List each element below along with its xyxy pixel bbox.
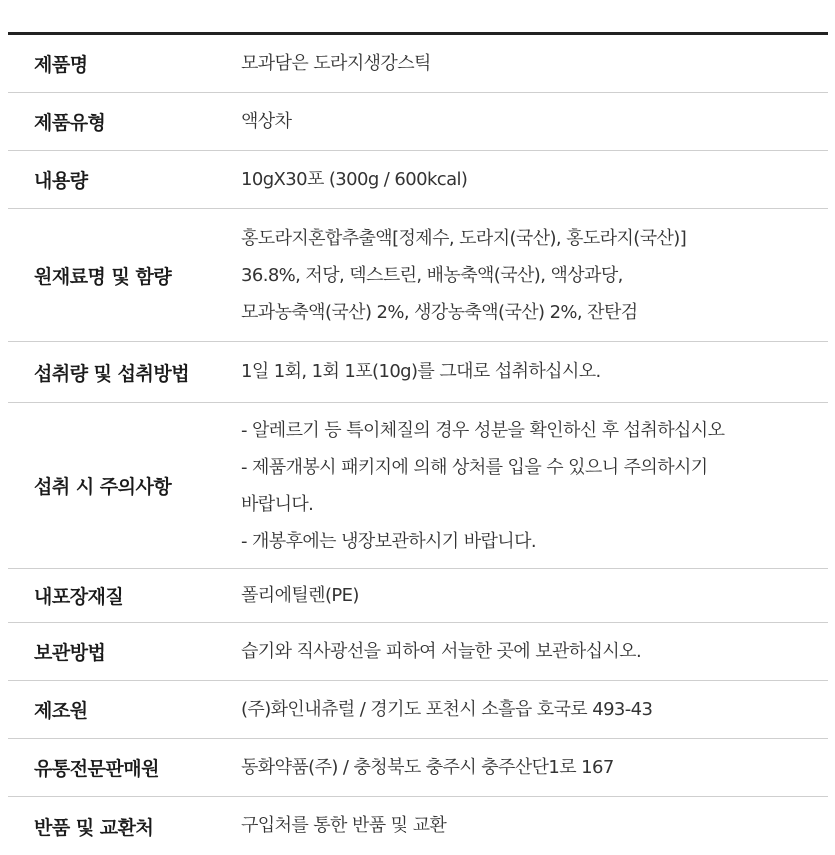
ingredients-line: 36.8%, 저당, 덱스트린, 배농축액(국산), 액상과당, xyxy=(241,264,623,286)
row-value: 습기와 직사광선을 피하여 서늘한 곳에 보관하십시오. xyxy=(241,640,642,662)
row-ingredients xyxy=(8,209,828,342)
row-value: 액상차 xyxy=(241,110,292,132)
row-label: 제조원 xyxy=(34,700,88,722)
row-label: 제품명 xyxy=(34,54,88,76)
row-label: 유통전문판매원 xyxy=(34,758,159,780)
row-label: 내포장재질 xyxy=(34,586,124,608)
product-info-table xyxy=(8,32,828,855)
row-distributor xyxy=(8,739,828,797)
ingredients-line: 홍도라지혼합추출액[정제수, 도라지(국산), 홍도라지(국산)] xyxy=(241,227,687,249)
row-label: 내용량 xyxy=(34,170,88,192)
row-value: 모과담은 도라지생강스틱 xyxy=(241,52,431,74)
ingredients-line: 모과농축액(국산) 2%, 생강농축액(국산) 2%, 잔탄검 xyxy=(241,301,638,323)
row-value: 동화약품(주) / 충청북도 충주시 충주산단1로 167 xyxy=(241,756,614,778)
row-manufacturer xyxy=(8,681,828,739)
row-value: 1일 1회, 1회 1포(10g)를 그대로 섭취하십시오. xyxy=(241,361,601,382)
row-packaging-material xyxy=(8,569,828,623)
row-product-name xyxy=(8,35,828,93)
row-value: (주)화인내츄럴 / 경기도 포천시 소흘읍 호국로 493-43 xyxy=(241,698,653,720)
row-value: 구입처를 통한 반품 및 교환 xyxy=(241,815,447,836)
row-label: 반품 및 교환처 xyxy=(34,816,154,839)
row-value xyxy=(214,220,828,331)
row-label: 보관방법 xyxy=(34,642,106,664)
row-product-type xyxy=(8,93,828,151)
caution-line: - 개봉후에는 냉장보관하시기 바랍니다. xyxy=(241,530,536,552)
row-cautions xyxy=(8,403,828,569)
row-net-content xyxy=(8,151,828,209)
row-label: 원재료명 및 함량 xyxy=(34,265,172,288)
row-value: 폴리에틸렌(PE) xyxy=(241,584,359,606)
caution-line: - 제품개봉시 패키지에 의해 상처를 입을 수 있으니 주의하시기 xyxy=(241,456,708,478)
caution-line: - 알레르기 등 특이체질의 경우 성분을 확인하신 후 섭취하십시오 xyxy=(241,419,725,441)
row-intake-method xyxy=(8,342,828,403)
row-label: 섭취량 및 섭취방법 xyxy=(34,362,190,385)
row-value: 10gX30포 (300g / 600kcal) xyxy=(241,168,468,190)
row-label: 제품유형 xyxy=(34,112,106,134)
row-value xyxy=(214,412,828,560)
row-storage-method xyxy=(8,623,828,681)
row-returns xyxy=(8,797,828,855)
row-label: 섭취 시 주의사항 xyxy=(34,476,172,498)
caution-line: 바랍니다. xyxy=(241,493,314,515)
